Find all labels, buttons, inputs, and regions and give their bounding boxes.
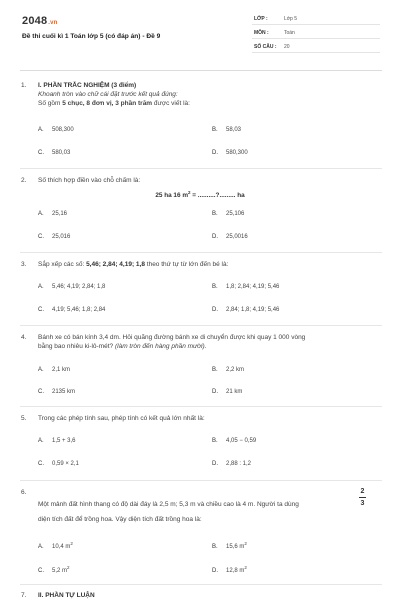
option-key: D. (212, 150, 218, 156)
meta-class-label: LỚP : (254, 16, 268, 22)
option-key: A. (38, 544, 44, 550)
question-text-line-2: diện tích đất để trồng hoa. Vậy diện tích đất trồng hoa là: (38, 516, 202, 523)
question-1-text (38, 100, 383, 109)
option-a[interactable] (38, 126, 74, 134)
question-text-bold: 5,46; 2,84; 4,19; 1,8 (86, 261, 145, 268)
expr-superscript: 2 (188, 190, 191, 195)
question-text: Bánh xe có bán kính 3,4 dm. Hỏi quãng đường bánh xe di chuyển được khi quay 1 000 vòng (38, 334, 306, 341)
option-key: A. (38, 438, 44, 444)
question-number: 6. (21, 489, 27, 496)
question-text-bold: 5 chục, 8 đơn vị, 3 phần trăm (62, 100, 153, 107)
option-text: 0,59 × 2,1 (52, 461, 79, 467)
meta-count-label: SỐ CÂU : (254, 44, 277, 50)
option-c[interactable] (38, 149, 70, 157)
question-text: Số thích hợp điền vào chỗ chấm là: (38, 177, 141, 184)
option-c[interactable] (38, 388, 75, 396)
instruction-text: Khoanh tròn vào chữ cái đặt trước kết quả đúng: (38, 91, 178, 98)
option-text: 580,300 (226, 150, 248, 156)
option-d[interactable] (212, 565, 247, 575)
option-text: 21 km (226, 389, 243, 395)
option-key: C. (38, 568, 44, 574)
meta-count-row (252, 41, 380, 53)
question-number: 2. (21, 177, 27, 184)
expr-text: = ..........?......... ha (190, 192, 245, 200)
option-b[interactable] (212, 126, 241, 134)
option-text: 580,03 (52, 150, 71, 156)
logo-suffix: .vn (48, 20, 58, 26)
option-b[interactable] (212, 366, 244, 374)
header-divider (20, 70, 382, 71)
option-text: 25,016 (52, 234, 71, 240)
fraction-bar (359, 497, 366, 498)
unit-superscript: 2 (244, 541, 247, 546)
option-c[interactable] (38, 460, 79, 468)
option-key: B. (212, 438, 218, 444)
meta-subject-value: Toán (284, 30, 295, 36)
page-header (0, 0, 400, 72)
option-d[interactable] (212, 306, 279, 314)
question-text-part: Sắp xếp các số: (38, 261, 87, 268)
option-text: 2,1 km (52, 367, 71, 373)
option-key: D. (212, 234, 218, 240)
option-text: 5,46; 4,19; 2,84; 1,8 (52, 284, 106, 290)
question-divider (20, 584, 382, 585)
unit-superscript: 2 (67, 565, 70, 570)
option-text: 1,8; 2,84; 4,19; 5,46 (226, 284, 280, 290)
option-key: A. (38, 211, 44, 217)
option-text: 25,106 (226, 211, 245, 217)
option-key: D. (212, 307, 218, 313)
option-b[interactable] (212, 210, 244, 218)
question-divider (20, 168, 382, 169)
site-logo[interactable] (22, 14, 58, 29)
option-c[interactable] (38, 565, 70, 575)
option-key: C. (38, 150, 44, 156)
option-key: C. (38, 307, 44, 313)
question-number: 3. (21, 261, 27, 268)
question-number: 1. (21, 82, 27, 89)
question-number: 7. (21, 592, 27, 599)
meta-class-row (252, 13, 380, 25)
option-key: A. (38, 367, 44, 373)
fraction-numerator: 2 (360, 488, 365, 495)
question-text-italic: (làm tròn đến hàng phần mười). (113, 343, 207, 350)
question-text: Trong các phép tính sau, phép tính có kết quả lớn nhất là: (38, 415, 205, 422)
option-text: 508,300 (52, 127, 74, 133)
option-c[interactable] (38, 306, 105, 314)
option-text: 1,5 + 3,6 (52, 438, 76, 444)
option-a[interactable] (38, 541, 73, 551)
question-divider (20, 480, 382, 481)
unit-superscript: 2 (244, 565, 247, 570)
option-key: A. (38, 127, 44, 133)
question-text: được viết là: (152, 100, 190, 107)
option-b[interactable] (212, 437, 256, 445)
question-text (38, 261, 383, 270)
option-key: B. (212, 544, 218, 550)
fraction-denominator: 3 (360, 500, 365, 507)
question-divider (20, 406, 382, 407)
option-text: 10,4 m (52, 544, 71, 550)
option-c[interactable] (38, 233, 70, 241)
option-text: 4,05 − 0,59 (226, 438, 257, 444)
option-a[interactable] (38, 210, 67, 218)
question-number: 4. (21, 334, 27, 341)
option-text: 2,2 km (226, 367, 245, 373)
section-1-title: I. PHẦN TRẮC NGHIỆM (3 điểm) (38, 82, 137, 89)
option-text: 58,03 (226, 127, 242, 133)
option-d[interactable] (212, 460, 251, 468)
section-2-title: II. PHẦN TỰ LUẬN (38, 592, 95, 599)
option-a[interactable] (38, 283, 105, 291)
option-key: B. (212, 127, 218, 133)
expr-text: 25 ha 16 m (155, 192, 188, 200)
option-text: 25,16 (52, 211, 68, 217)
option-text: 4,19; 5,46; 1,8; 2,84 (52, 307, 106, 313)
option-d[interactable] (212, 149, 248, 157)
meta-count-value: 20 (284, 44, 290, 50)
option-key: C. (38, 461, 44, 467)
question-number: 5. (21, 415, 27, 422)
math-expression (0, 190, 400, 201)
option-key: D. (212, 461, 218, 467)
option-key: B. (212, 211, 218, 217)
meta-subject-label: MÔN : (254, 30, 269, 36)
option-a[interactable] (38, 437, 76, 445)
option-text: 25,0016 (226, 234, 248, 240)
option-d[interactable] (212, 233, 248, 241)
option-key: A. (38, 284, 44, 290)
option-text: 12,8 m (226, 568, 245, 574)
option-key: B. (212, 367, 218, 373)
question-text-part: theo thứ tự từ lớn đến bé là: (144, 261, 229, 268)
question-divider (20, 252, 382, 253)
option-a[interactable] (38, 366, 70, 374)
unit-superscript: 2 (70, 541, 73, 546)
section-1-instruction (38, 91, 383, 100)
option-b[interactable] (212, 541, 247, 551)
option-text: 2,84; 1,8; 4,19; 5,46 (226, 307, 280, 313)
exam-title: Đề thi cuối kì 1 Toán lớp 5 (có đáp án) - Đề 9 (22, 33, 161, 40)
fraction (359, 488, 366, 507)
question-text: Số gồm (38, 100, 63, 107)
option-text: 15,6 m (226, 544, 245, 550)
option-key: D. (212, 568, 218, 574)
question-text: Một mảnh đất hình thang có độ dài đáy là 2,5 m; 5,3 m và chiều cao là 4 m. Người ta dùng (38, 501, 299, 508)
logo-text: 2048 (22, 15, 48, 27)
option-text: 2,88 : 1,2 (226, 461, 252, 467)
option-d[interactable] (212, 388, 242, 396)
option-b[interactable] (212, 283, 279, 291)
option-text: 2135 km (52, 389, 76, 395)
question-divider (20, 325, 382, 326)
option-key: D. (212, 389, 218, 395)
question-text-part: bằng bao nhiêu ki-lô-mét? (38, 343, 114, 350)
meta-class-value: Lớp 5 (284, 16, 298, 22)
option-key: C. (38, 234, 44, 240)
meta-subject-row (252, 27, 380, 39)
option-key: B. (212, 284, 218, 290)
option-key: C. (38, 389, 44, 395)
option-text: 5,2 m (52, 568, 68, 574)
question-text-line-2 (38, 343, 383, 352)
